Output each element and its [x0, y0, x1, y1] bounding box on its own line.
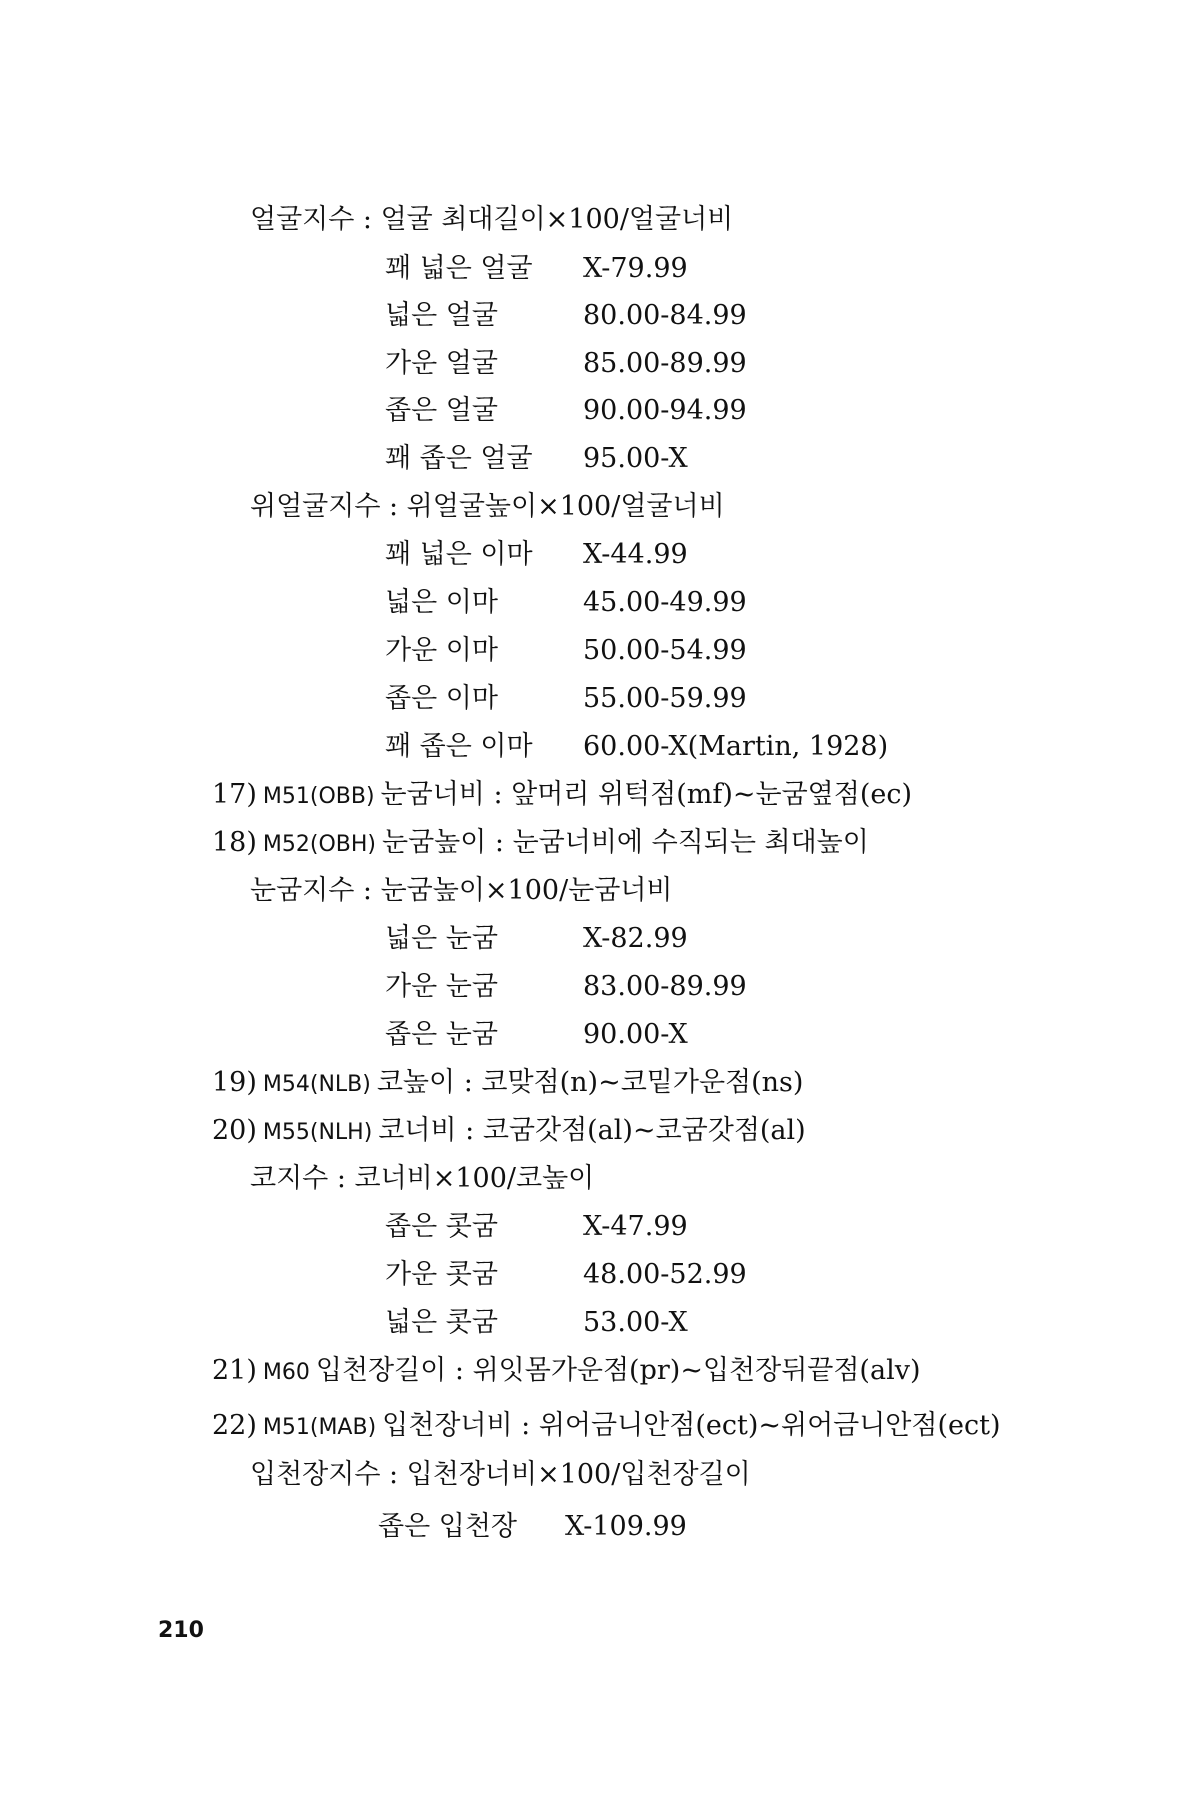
item-22 [212, 1409, 1001, 1445]
face-index-cat-5: 꽤 좁은 얼굴 [385, 443, 533, 474]
item-19-code: M54(NLB) [262, 1072, 371, 1097]
item-22-name: 입천장너비 [382, 1410, 513, 1441]
palatal-index-cat-1: 좁은 입천장 [378, 1511, 517, 1542]
palatal-index-formula: 입천장지수 : 입천장너비×100/입천장길이 [250, 1459, 751, 1490]
item-17-number: 17) [212, 779, 257, 810]
item-21-number: 21) [212, 1355, 257, 1386]
item-22-number: 22) [212, 1410, 257, 1441]
orbit-index-range-3: 90.00-X [583, 1019, 688, 1050]
nasal-index-range-1: X-47.99 [583, 1211, 688, 1242]
nasal-index-range-2: 48.00-52.99 [583, 1259, 747, 1290]
nasal-index-cat-1: 좁은 콧굼 [385, 1211, 498, 1242]
nasal-index-range-3: 53.00-X [583, 1307, 688, 1338]
face-index-range-3: 85.00-89.99 [583, 348, 747, 379]
orbit-index-range-2: 83.00-89.99 [583, 971, 747, 1002]
nasal-index-cat-2: 가운 콧굼 [385, 1259, 498, 1290]
face-index-range-1: X-79.99 [583, 253, 688, 284]
nasal-index-cat-3: 넓은 콧굼 [385, 1307, 498, 1338]
upper-face-index-cat-2: 넓은 이마 [385, 587, 498, 618]
face-index-range-5: 95.00-X [583, 443, 688, 474]
item-19-desc: : 코맞점(n)~코밑가운점(ns) [463, 1067, 804, 1098]
item-20-number: 20) [212, 1115, 257, 1146]
item-20 [212, 1114, 806, 1150]
orbit-index-formula: 눈굼지수 : 눈굼높이×100/눈굼너비 [250, 875, 673, 906]
face-index-cat-2: 넓은 얼굴 [385, 300, 498, 331]
upper-face-index-cat-3: 가운 이마 [385, 635, 498, 666]
item-18-name: 눈굼높이 [381, 827, 487, 858]
item-20-desc: : 코굼갓점(al)~코굼갓점(al) [465, 1115, 806, 1146]
item-17 [212, 778, 912, 814]
page-number: 210 [158, 1618, 204, 1643]
item-20-name: 코너비 [378, 1115, 457, 1146]
face-index-cat-1: 꽤 넓은 얼굴 [385, 253, 533, 284]
nasal-index-formula: 코지수 : 코너비×100/코높이 [250, 1163, 595, 1194]
upper-face-index-range-4: 55.00-59.99 [583, 683, 747, 714]
item-18 [212, 826, 869, 862]
item-22-code: M51(MAB) [262, 1415, 377, 1440]
item-18-number: 18) [212, 827, 257, 858]
face-index-cat-3: 가운 얼굴 [385, 348, 498, 379]
upper-face-index-cat-1: 꽤 넓은 이마 [385, 539, 533, 570]
upper-face-index-cat-4: 좁은 이마 [385, 683, 498, 714]
item-17-code: M51(OBB) [262, 784, 375, 809]
item-21-desc: : 위잇몸가운점(pr)~입천장뒤끝점(alv) [454, 1355, 921, 1386]
upper-face-index-cat-5: 꽤 좁은 이마 [385, 731, 533, 762]
upper-face-index-formula: 위얼굴지수 : 위얼굴높이×100/얼굴너비 [250, 491, 725, 522]
upper-face-index-range-2: 45.00-49.99 [583, 587, 747, 618]
item-21-name: 입천장길이 [315, 1355, 447, 1386]
orbit-index-cat-2: 가운 눈굼 [385, 971, 498, 1002]
orbit-index-range-1: X-82.99 [583, 923, 688, 954]
face-index-cat-4: 좁은 얼굴 [385, 395, 498, 426]
face-index-range-4: 90.00-94.99 [583, 395, 747, 426]
item-17-desc: : 앞머리 위턱점(mf)~눈굼옆점(ec) [493, 779, 913, 810]
upper-face-index-range-3: 50.00-54.99 [583, 635, 747, 666]
face-index-range-2: 80.00-84.99 [583, 300, 747, 331]
item-21 [212, 1354, 921, 1390]
item-22-desc: : 위어금니안점(ect)~위어금니안점(ect) [521, 1410, 1001, 1441]
upper-face-index-range-5: 60.00-X(Martin, 1928) [583, 731, 889, 762]
item-19 [212, 1066, 803, 1102]
orbit-index-cat-1: 넓은 눈굼 [385, 923, 498, 954]
item-18-desc: : 눈굼너비에 수직되는 최대높이 [494, 827, 869, 858]
palatal-index-range-1: X-109.99 [565, 1511, 687, 1542]
item-21-code: M60 [262, 1360, 310, 1385]
item-19-number: 19) [212, 1067, 257, 1098]
item-18-code: M52(OBH) [262, 832, 376, 857]
face-index-formula: 얼굴지수 : 얼굴 최대길이×100/얼굴너비 [250, 204, 734, 235]
item-19-name: 코높이 [376, 1067, 456, 1098]
item-20-code: M55(NLH) [262, 1120, 373, 1145]
orbit-index-cat-3: 좁은 눈굼 [385, 1019, 498, 1050]
upper-face-index-range-1: X-44.99 [583, 539, 688, 570]
item-17-name: 눈굼너비 [380, 779, 485, 810]
